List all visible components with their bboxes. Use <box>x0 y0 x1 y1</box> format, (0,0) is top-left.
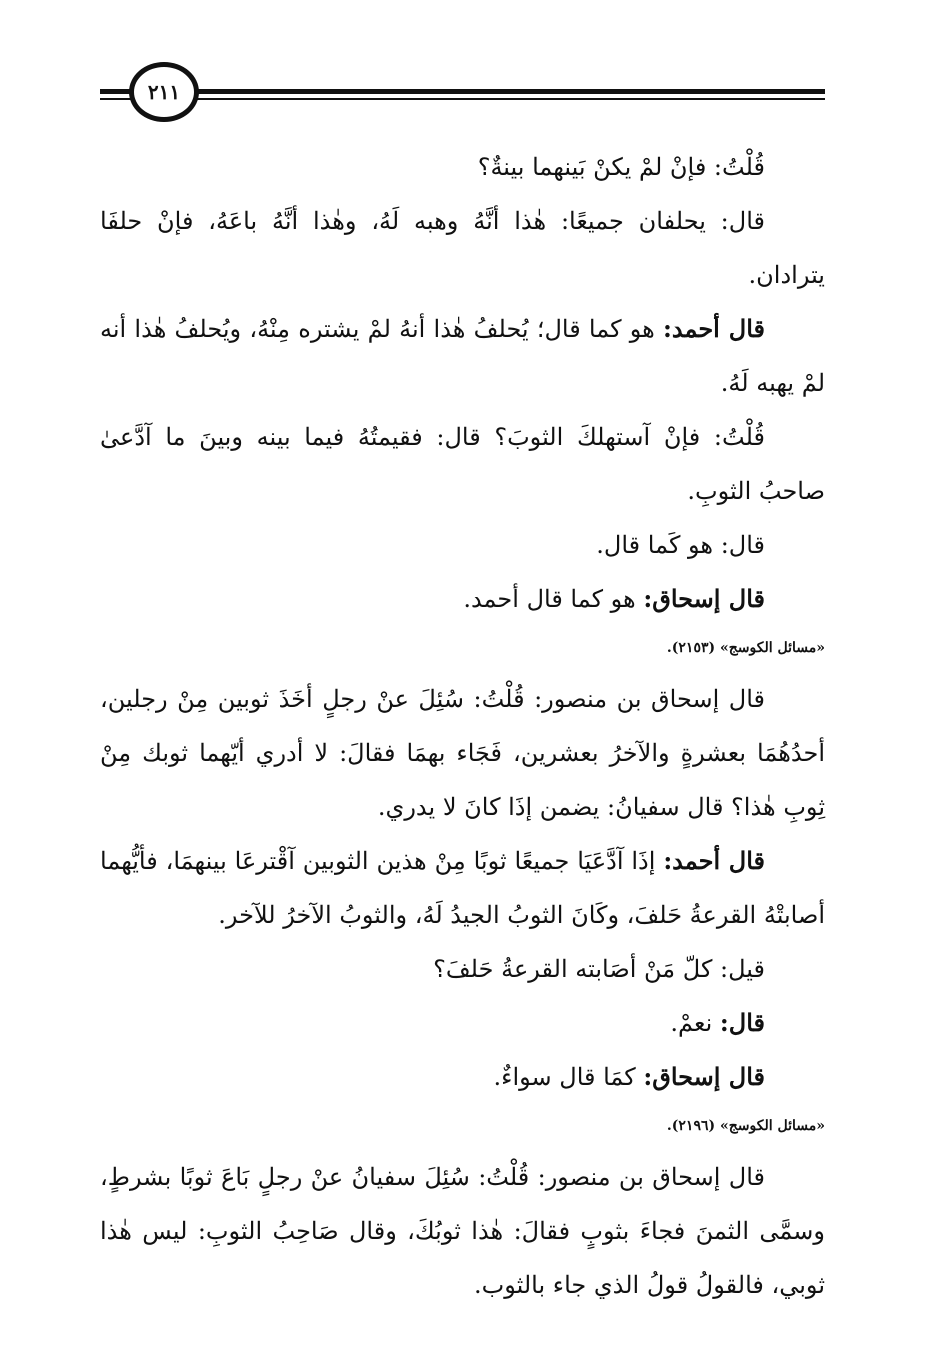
page-body <box>100 140 825 1312</box>
paragraph-text: قال: يحلفان جميعًا: هٰذا أنَّهُ وهبه لَهُ، وهٰذا أنَّهُ باعَهُ، فإنْ حلفَا يترادان. <box>100 207 825 289</box>
paragraph <box>100 572 825 626</box>
speaker-label: قال أحمد: <box>663 846 765 875</box>
paragraph <box>100 1050 825 1104</box>
paragraph <box>100 672 825 834</box>
paragraph-text: إذَا آدَّعَيَا جميعًا ثوبًا مِنْ هذين الثوبين آقْترعَا بينهمَا، فأيُّهما أصابتْهُ القرعةُ حَلفَ، وكَانَ الثوبُ الجيدُ لَهُ، والثوبُ الآخرُ للآخر. <box>100 847 825 929</box>
paragraph-text: قُلْتُ: فإنْ لمْ يكنْ بَينهما بينةٌ؟ <box>477 153 765 181</box>
paragraph-text: نعمْ. <box>670 1009 713 1037</box>
paragraph <box>100 302 825 410</box>
speaker-label: قال إسحاق: <box>643 1062 765 1091</box>
speaker-label: قال: <box>719 1008 765 1037</box>
paragraph <box>100 140 825 194</box>
paragraph-text: قُلْتُ: فإنْ آستهلكَ الثوبَ؟ قال: فقيمتُهُ فيما بينه وبينَ ما آدَّعىٰ صاحبُ الثوبِ. <box>100 423 825 505</box>
paragraph <box>100 1150 825 1312</box>
paragraph-text: هو كما قال؛ يُحلفُ هٰذا أنهُ لمْ يشتره مِنْهُ، ويُحلفُ هٰذا أنه لمْ يهبه لَهُ. <box>100 315 825 397</box>
paragraph <box>100 996 825 1050</box>
header-rule-thick <box>100 89 825 94</box>
paragraph-text: قال إسحاق بن منصور: قُلْتُ: سُئِلَ عنْ رجلٍ أخَذَ ثوبين مِنْ رجلين، أحدُهُمَا بعشرةٍ والآخرُ بعشرين، فَجَاء بهمَا فقالَ: لا أدري أيّهما ثوبك مِنْ ثِوبِ هٰذا؟ قال سفيانُ: يضمن إذَا كانَ لا يدري. <box>100 685 825 821</box>
speaker-label: قال أحمد: <box>663 314 765 343</box>
paragraph-text: هو كما قال أحمد. <box>463 585 636 613</box>
page-header <box>100 62 825 126</box>
paragraph-text: قال إسحاق بن منصور: قُلْتُ: سُئِلَ سفيانُ عنْ رجلٍ بَاعَ ثوبًا بشرطٍ، وسمَّى الثمنَ فجاءَ بثوبٍ فقالَ: هٰذا ثوبُكَ، وقال صَاحِبُ الثوبِ: ليس هٰذا ثوبي، فالقولُ قولُ الذي جاء بالثوب. <box>100 1163 825 1299</box>
page-number: ٢١١ <box>147 80 181 104</box>
paragraph-text: قيل: كلّ مَنْ أصَابته القرعةُ حَلفَ؟ <box>433 955 765 983</box>
page-number-circle <box>129 62 199 122</box>
paragraph <box>100 518 825 572</box>
paragraph <box>100 942 825 996</box>
paragraph-text: كمَا قال سواءٌ. <box>493 1063 636 1091</box>
paragraph <box>100 194 825 302</box>
source-citation: «مسائل الكوسج» (٢١٩٦). <box>666 1118 825 1134</box>
header-rule-thin <box>100 98 825 100</box>
paragraph <box>100 410 825 518</box>
paragraph <box>100 834 825 942</box>
speaker-label: قال إسحاق: <box>643 584 765 613</box>
paragraph-text: قال: هو كَما قال. <box>596 531 765 559</box>
source-citation: «مسائل الكوسج» (٢١٥٣). <box>666 640 825 656</box>
